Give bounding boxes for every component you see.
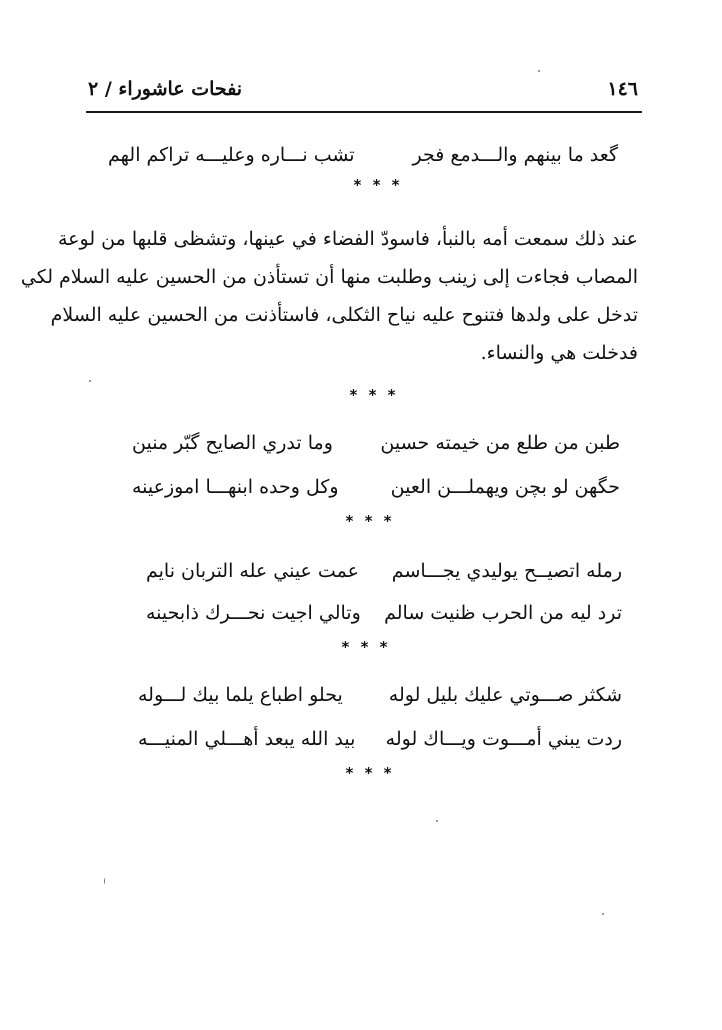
section-separator: * * *: [341, 638, 391, 656]
hemistich-left: يحلو اطباع يلما بيك لـــوله: [138, 684, 343, 706]
scan-speck: [602, 913, 604, 915]
couplet: [132, 428, 620, 458]
couplet: [138, 680, 622, 710]
scan-speck: [538, 70, 540, 72]
hemistich-left: وتالي اجيت نحـــرك ذابحينه: [146, 602, 361, 624]
hemistich-left: تشب نـــاره وعليـــه تراكم الهم: [108, 144, 355, 166]
section-separator: * * *: [345, 512, 395, 530]
hemistich-right: ردت يبني أمـــوت ويـــاك لوله: [385, 728, 622, 750]
opening-couplet: [108, 140, 618, 170]
page-number: ١٤٦: [607, 78, 638, 100]
hemistich-right: ترد ليه من الحرب ظنيت سالم: [384, 602, 622, 624]
hemistich-left: وما تدري الصايح گبّر منين: [132, 432, 333, 454]
hemistich-right: طبن من طلع من خيمته حسين: [380, 432, 620, 454]
couplet: [146, 556, 622, 586]
couplet: [138, 724, 622, 754]
hemistich-right: حگهن لو بچن ويهملـــن العين: [390, 476, 620, 498]
prose-line: المصاب فجاءت إلى زينب وطلبت منها أن تستأذن من الحسين عليه السلام لكي: [20, 266, 638, 288]
hemistich-left: عمت عيني عله التربان نايم: [146, 560, 359, 582]
running-header: [86, 78, 642, 114]
section-separator: * * *: [349, 386, 399, 404]
header-rule: [86, 111, 642, 113]
prose-line: عند ذلك سمعت أمه بالنبأ، فاسودّ الفضاء في عينها، وتشظى قلبها من لوعة: [57, 228, 638, 250]
hemistich-right: گعد ما بينهم والـــدمع فجر: [412, 144, 618, 166]
hemistich-right: رمله اتصيــح يوليدي يجـــاسم: [391, 560, 622, 582]
running-title: نفحات عاشوراء / ٢: [88, 78, 243, 100]
hemistich-right: شكثر صـــوتي عليك بليل لوله: [388, 684, 622, 706]
prose-line: تدخل على ولدها فتنوح عليه نياح الثكلى، فاستأذنت من الحسين عليه السلام: [50, 304, 638, 326]
section-separator: * * *: [345, 764, 395, 782]
prose-line: فدخلت هي والنساء.: [480, 342, 638, 364]
prose-paragraph: [20, 220, 638, 372]
hemistich-left: وكل وحده ابنهـــا اموزعينه: [132, 476, 339, 498]
hemistich-left: بيد الله يبعد أهـــلي المنيـــه: [138, 728, 356, 750]
scan-speck: [89, 380, 91, 382]
section-separator: * * *: [353, 176, 403, 194]
scan-speck: [436, 820, 438, 822]
couplet: [132, 472, 620, 502]
couplet: [146, 598, 622, 628]
scan-speck: [104, 878, 105, 884]
